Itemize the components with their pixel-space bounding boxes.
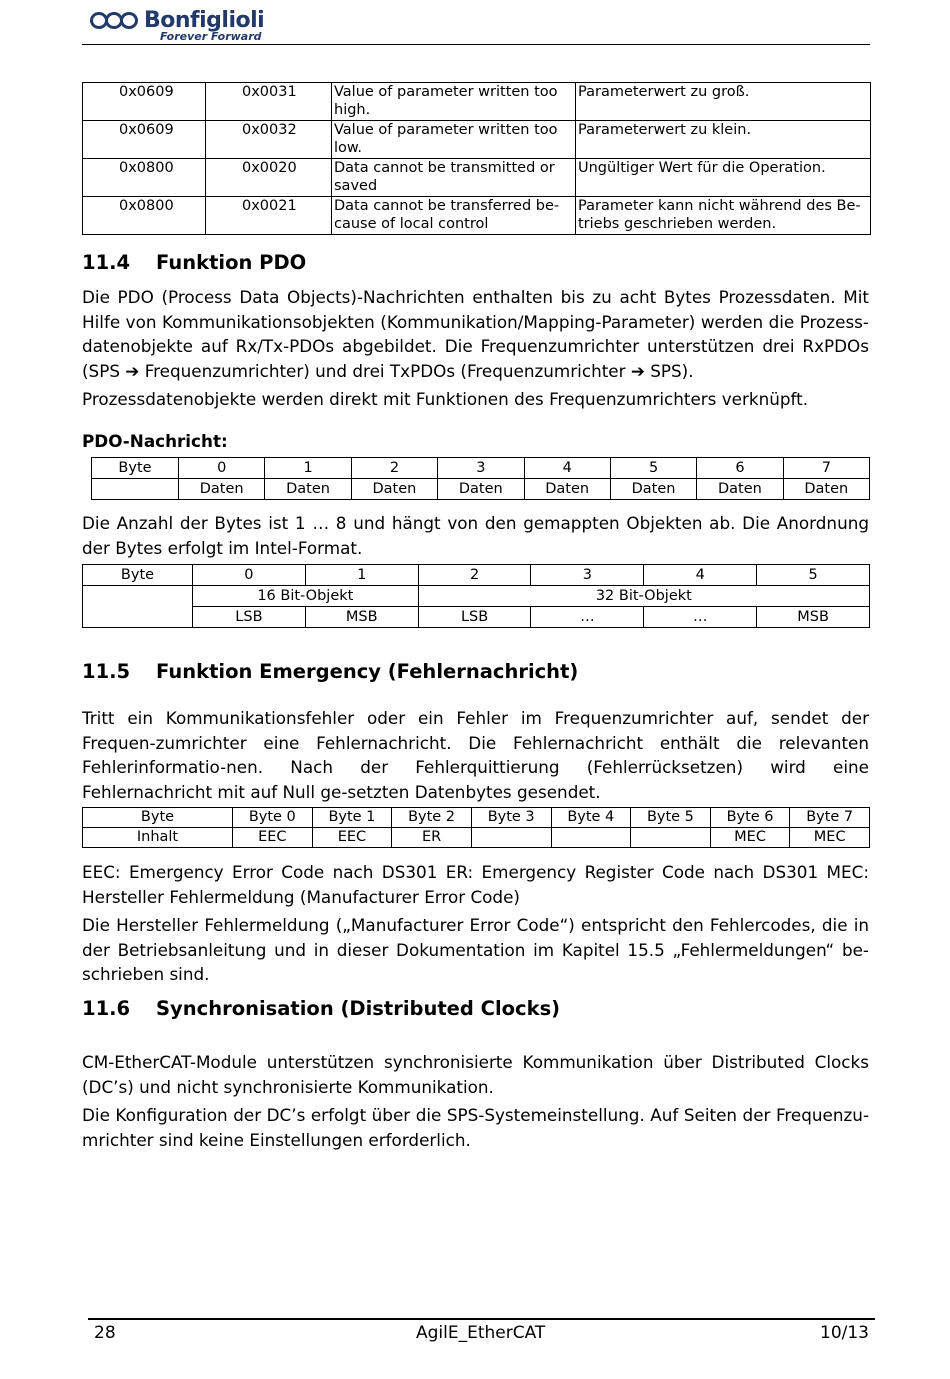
header-divider [82, 44, 870, 45]
emergency-header-row [83, 808, 870, 828]
table-cell: Byte 7 [790, 808, 870, 828]
table-cell: Value of parameter written too high. [332, 83, 576, 121]
intel-format-table [82, 564, 870, 628]
bonfiglioli-logo-icon [90, 10, 142, 32]
table-cell: 2 [351, 458, 437, 479]
section-number: 11.5 [82, 660, 131, 683]
table-cell: Byte [83, 565, 193, 586]
table-cell: 6 [697, 458, 783, 479]
emergency-codes-paragraph: EEC: Emergency Error Code nach DS301 ER: Emergency Register Code nach DS301 MEC: Hersteller Fehlermeldung (Manufacturer Error Code) [82, 862, 869, 907]
table-cell: EEC [233, 828, 313, 848]
logo-name: Bonfiglioli [144, 8, 265, 33]
table-cell: 0x0609 [83, 83, 206, 121]
table-cell: ER [392, 828, 472, 848]
error-code-table [82, 82, 871, 235]
page-number: 28 [94, 1323, 116, 1343]
table-cell: Byte 3 [471, 808, 551, 828]
section-number: 11.4 [82, 251, 131, 274]
section-number: 11.6 [82, 997, 131, 1020]
table-cell: Daten [179, 479, 265, 500]
table-cell: 5 [757, 565, 870, 586]
table-cell: Byte 2 [392, 808, 472, 828]
table-cell: Daten [438, 479, 524, 500]
table-cell: Byte 5 [631, 808, 711, 828]
table-cell: Data cannot be transmitted or saved [332, 159, 576, 197]
table-cell: Data cannot be transferred be-cause of local control [332, 197, 576, 235]
table-cell: Daten [697, 479, 783, 500]
table-cell: 0x0800 [83, 159, 206, 197]
table-cell: 0x0800 [83, 197, 206, 235]
emergency-content-row [83, 828, 870, 848]
footer-divider [88, 1318, 875, 1320]
table-cell: MSB [757, 607, 870, 628]
table-cell: Byte 0 [233, 808, 313, 828]
table-cell: … [644, 607, 757, 628]
emergency-intro-paragraph: Tritt ein Kommunikationsfehler oder ein Fehler im Frequenzumrichter auf, sendet der Frequen-zumrichter eine Fehlernachricht. Die Fehlernachricht enthält die relevanten Fehlerinformatio-nen. Nach der Fehlerquittierung (Fehlerrücksetzen) wird eine Fehlernachricht mit auf Null ge-setzten Datenbytes gesendet. [82, 708, 869, 802]
pdo-message-heading: PDO-Nachricht: [82, 431, 228, 451]
table-cell [471, 828, 551, 848]
table-cell: 0x0020 [206, 159, 332, 197]
error-code-row [83, 121, 871, 159]
pdo-message-table [91, 457, 870, 500]
table-cell: 4 [644, 565, 757, 586]
table-cell [631, 828, 711, 848]
table-cell: EEC [312, 828, 392, 848]
manufacturer-error-paragraph: Die Hersteller Fehlermeldung („Manufacturer Error Code“) entspricht den Fehlercodes, die in der Betriebsanleitung und in dieser Dokumentation im Kapitel 15.5 „Fehlermeldungen“ be-schrieben sind. [82, 915, 869, 984]
table-cell: Daten [265, 479, 351, 500]
table-cell: 0x0021 [206, 197, 332, 235]
table-cell: … [531, 607, 644, 628]
object-16bit-cell: 16 Bit-Objekt [193, 586, 419, 607]
object-32bit-cell: 32 Bit-Objekt [418, 586, 869, 607]
pdo-intro-paragraph: Die PDO (Process Data Objects)-Nachrichten enthalten bis zu acht Bytes Prozessdaten. Mit Hilfe von Kommunikationsobjekten (Kommunikation/Mapping-Parameter) werden die Prozess-datenobjekte auf Rx/Tx-PDOs abgebildet. Die Frequenzumrichter unterstützen drei RxPDOs (SPS ➔ Frequenzumrichter) und drei TxPDOs (Frequenzumrichter ➔ SPS). [82, 287, 869, 381]
table-cell: Inhalt [83, 828, 233, 848]
table-cell: 3 [438, 458, 524, 479]
section-11-4-heading [82, 251, 306, 274]
table-cell: 1 [265, 458, 351, 479]
table-cell [92, 479, 179, 500]
table-cell: Byte 6 [710, 808, 790, 828]
table-cell: MSB [305, 607, 418, 628]
table-cell: 7 [783, 458, 869, 479]
table-cell: 3 [531, 565, 644, 586]
error-code-row [83, 197, 871, 235]
table-cell: 2 [418, 565, 531, 586]
section-11-6-heading [82, 997, 560, 1020]
pdo-data-row [92, 479, 870, 500]
table-cell: MEC [710, 828, 790, 848]
table-cell: LSB [193, 607, 306, 628]
company-logo [90, 8, 264, 43]
document-name: AgilE_EtherCAT [416, 1323, 546, 1343]
intel-header-row [83, 565, 870, 586]
table-cell: Parameterwert zu groß. [576, 83, 871, 121]
table-cell: Daten [783, 479, 869, 500]
section-11-5-heading [82, 660, 578, 683]
error-code-row [83, 83, 871, 121]
section-title: Funktion PDO [156, 251, 307, 274]
table-cell: Parameterwert zu klein. [576, 121, 871, 159]
logo-tagline: Forever Forward [160, 30, 262, 43]
dc-support-paragraph: CM-EtherCAT-Module unterstützen synchronisierte Kommunikation über Distributed Clocks (DC’s) und nicht synchronisierte Kommunikation. [82, 1052, 869, 1097]
table-cell: 1 [305, 565, 418, 586]
table-cell: Byte [83, 808, 233, 828]
table-cell: Value of parameter written too low. [332, 121, 576, 159]
byte-count-paragraph: Die Anzahl der Bytes ist 1 … 8 und hängt von den gemappten Objekten ab. Die Anordnung der Bytes erfolgt im Intel-Format. [82, 513, 869, 558]
table-cell: 0x0609 [83, 121, 206, 159]
table-cell: Byte 4 [551, 808, 631, 828]
intel-byte-order-row [83, 607, 870, 628]
table-cell: Byte [92, 458, 179, 479]
table-cell: 0 [179, 458, 265, 479]
table-cell: Daten [524, 479, 610, 500]
table-cell [83, 586, 193, 628]
dc-configuration-paragraph: Die Konfiguration der DC’s erfolgt über die SPS-Systemeinstellung. Auf Seiten der Frequenzu-mrichter sind keine Einstellungen erforderlich. [82, 1105, 869, 1150]
table-cell: 0 [193, 565, 306, 586]
table-cell: 0x0032 [206, 121, 332, 159]
table-cell: Ungültiger Wert für die Operation. [576, 159, 871, 197]
table-cell: 4 [524, 458, 610, 479]
table-cell: 5 [610, 458, 696, 479]
pdo-header-row [92, 458, 870, 479]
error-code-row [83, 159, 871, 197]
table-cell: Byte 1 [312, 808, 392, 828]
table-cell: Daten [610, 479, 696, 500]
table-cell: MEC [790, 828, 870, 848]
document-date: 10/13 [820, 1323, 869, 1343]
table-cell [551, 828, 631, 848]
emergency-message-table [82, 807, 870, 848]
pdo-linking-paragraph: Prozessdatenobjekte werden direkt mit Funktionen des Frequenzumrichters verknüpft. [82, 389, 809, 409]
section-title: Funktion Emergency (Fehlernachricht) [156, 660, 579, 683]
table-cell: 0x0031 [206, 83, 332, 121]
section-title: Synchronisation (Distributed Clocks) [156, 997, 561, 1020]
table-cell: Daten [351, 479, 437, 500]
table-cell: LSB [418, 607, 531, 628]
table-cell: Parameter kann nicht während des Be-triebs geschrieben werden. [576, 197, 871, 235]
